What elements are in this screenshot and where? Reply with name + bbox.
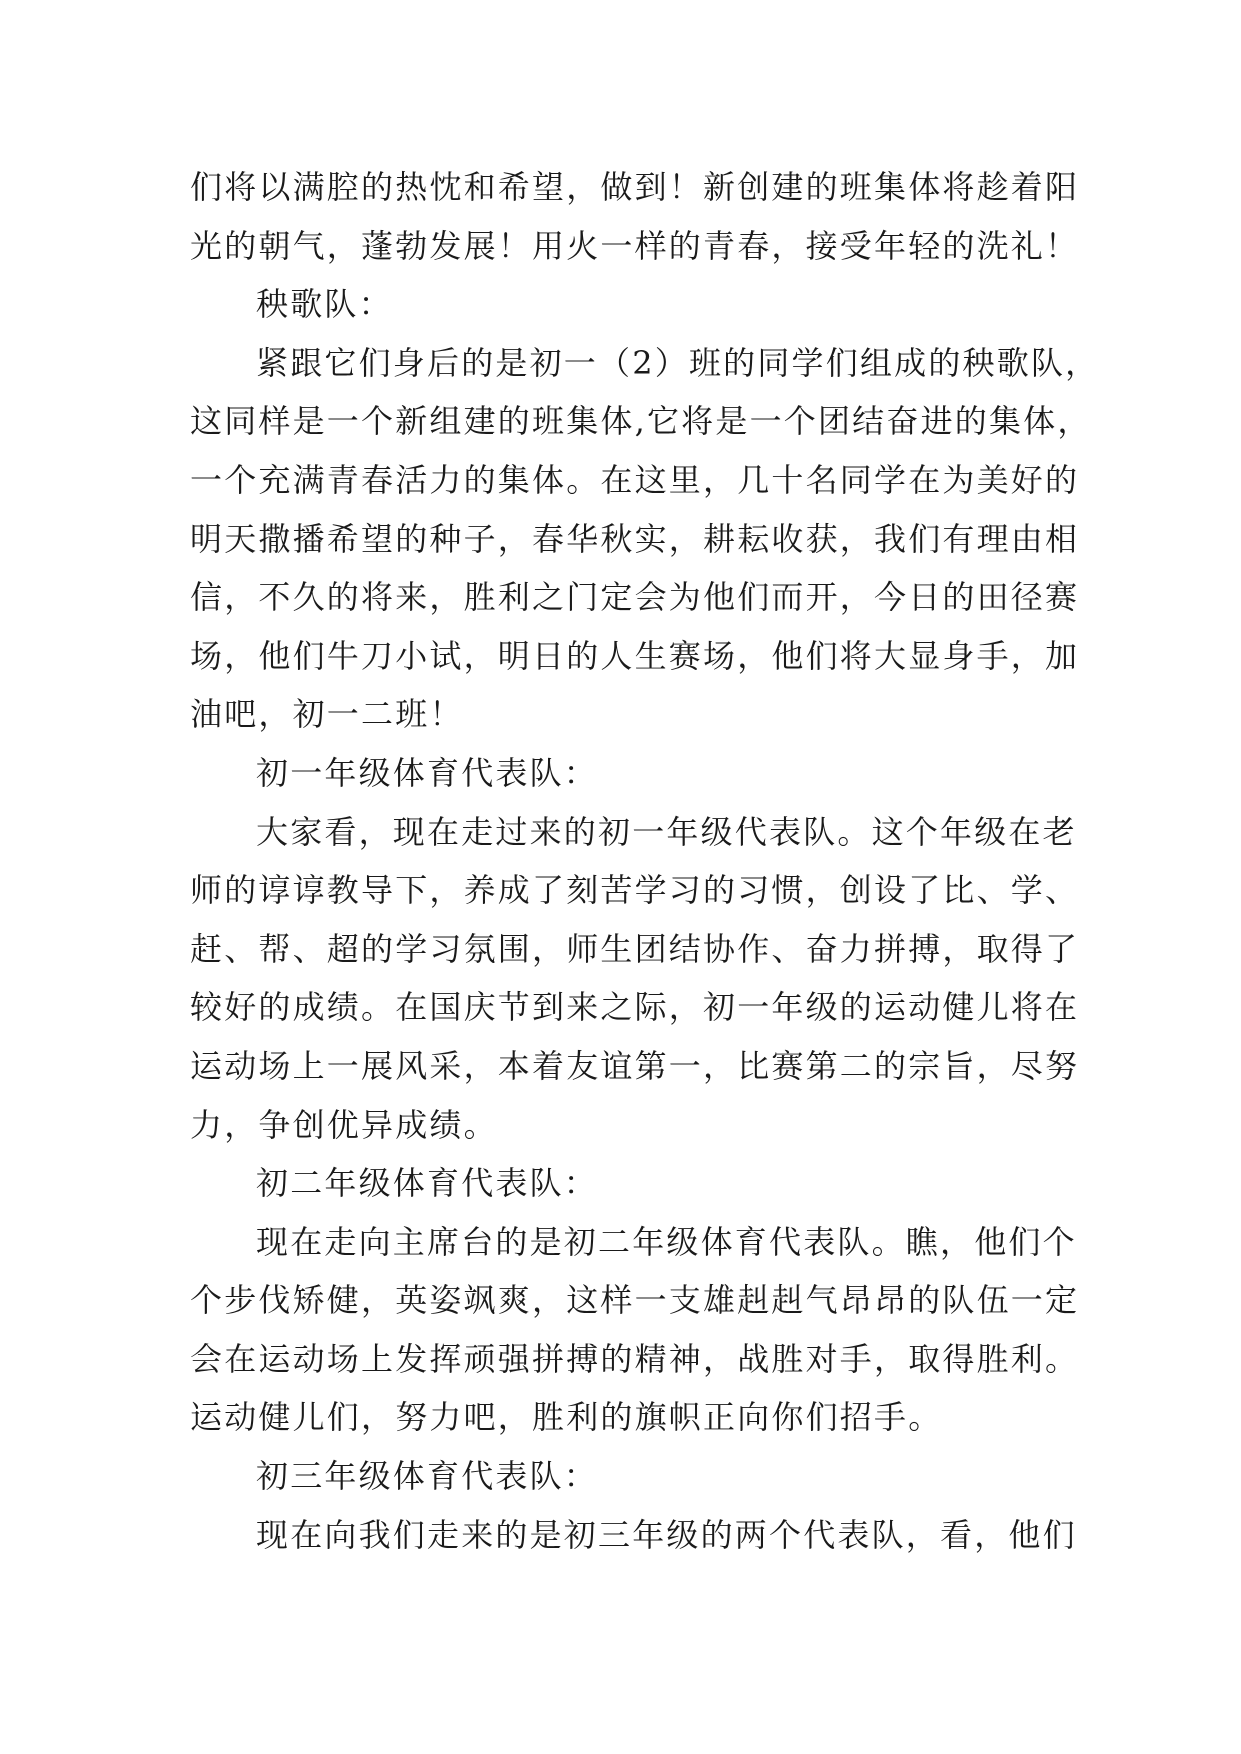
text-line: 现在走向主席台的是初二年级体育代表队。瞧，他们个: [256, 1222, 1077, 1261]
text-line: 这同样是一个新组建的班集体,它将是一个团结奋进的集体，: [190, 402, 1092, 441]
section-heading: 初二年级体育代表队：: [256, 1164, 599, 1203]
section-heading: 秧歌队：: [256, 285, 393, 324]
section-heading: 初一年级体育代表队：: [256, 753, 599, 792]
text-line: 们将以满腔的热忱和希望，做到！新创建的班集体将趁着阳: [190, 168, 1080, 206]
section-heading: 初三年级体育代表队：: [256, 1457, 599, 1496]
text-line: 赶、帮、超的学习氛围，师生团结协作、奋力拼搏，取得了: [190, 929, 1080, 968]
text-line: 油吧，初一二班！: [190, 695, 464, 734]
text-line: 运动场上一展风采，本着友谊第一，比赛第二的宗旨，尽努: [190, 1046, 1080, 1085]
text-line: 紧跟它们身后的是初一（2）班的同学们组成的秧歌队，: [256, 343, 1100, 382]
text-line: 信，不久的将来，胜利之门定会为他们而开，今日的田径赛: [190, 578, 1080, 617]
text-line: 个步伐矫健，英姿飒爽，这样一支雄赳赳气昂昂的队伍一定: [190, 1281, 1080, 1320]
document-page: [190, 158, 1100, 1564]
text-line: 力，争创优异成绩。: [190, 1105, 498, 1144]
text-line: 一个充满青春活力的集体。在这里，几十名同学在为美好的: [190, 460, 1080, 499]
text-line: 会在运动场上发挥顽强拼搏的精神，战胜对手，取得胜利。: [190, 1339, 1080, 1378]
text-line: 现在向我们走来的是初三年级的两个代表队，看，他们: [256, 1515, 1077, 1554]
text-line: 大家看，现在走过来的初一年级代表队。这个年级在老: [256, 812, 1077, 851]
text-line: 运动健儿们，努力吧，胜利的旗帜正向你们招手。: [190, 1398, 943, 1437]
text-line: 光的朝气，蓬勃发展！用火一样的青春，接受年轻的洗礼！: [190, 226, 1080, 265]
text-line: 明天撒播希望的种子，春华秋实，耕耘收获，我们有理由相: [190, 519, 1080, 558]
text-line: 场，他们牛刀小试，明日的人生赛场，他们将大显身手，加: [190, 636, 1080, 675]
text-line: 师的谆谆教导下，养成了刻苦学习的习惯，创设了比、学、: [190, 871, 1080, 910]
text-line: 较好的成绩。在国庆节到来之际，初一年级的运动健儿将在: [190, 988, 1080, 1027]
